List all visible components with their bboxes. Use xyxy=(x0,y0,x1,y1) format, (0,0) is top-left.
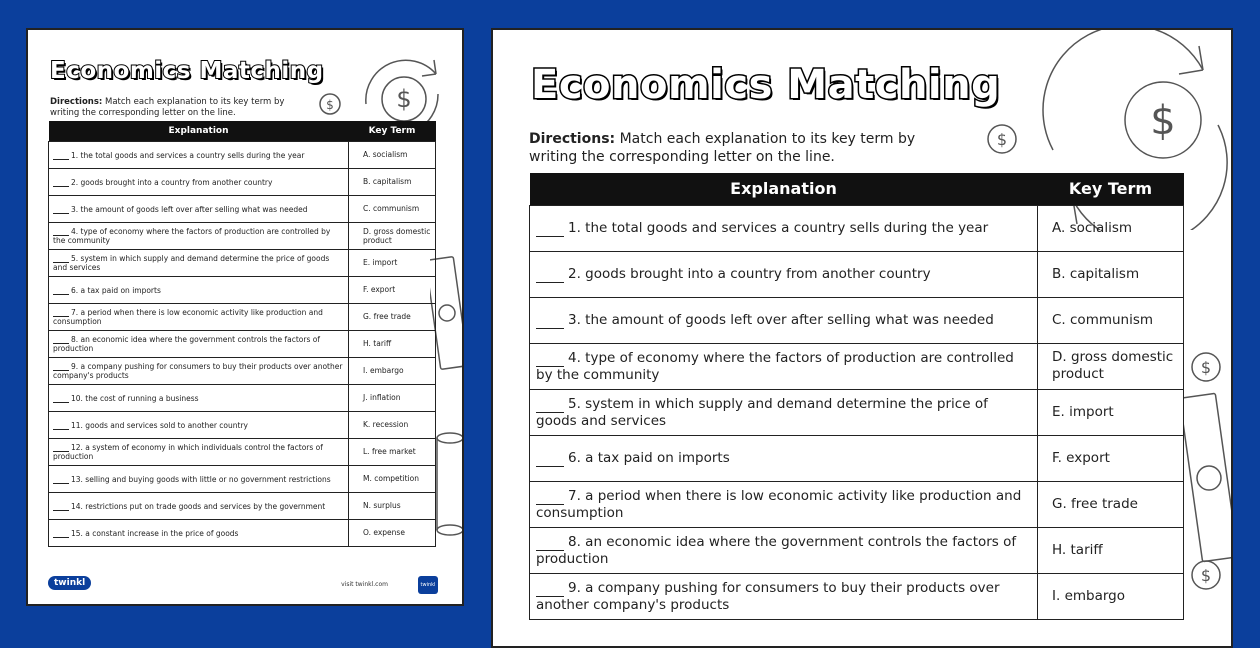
key-term-cell: H. tariff xyxy=(349,330,436,357)
explanation-cell xyxy=(49,330,349,357)
directions xyxy=(529,130,949,166)
explanation-cell xyxy=(49,195,349,222)
table-row xyxy=(49,222,436,249)
svg-text:$: $ xyxy=(326,98,334,112)
explanation-text: 15. a constant increase in the price of goods xyxy=(71,528,239,538)
table-row xyxy=(49,249,436,276)
answer-blank[interactable] xyxy=(53,177,69,187)
key-term-cell: I. embargo xyxy=(349,357,436,384)
explanation-cell xyxy=(530,527,1038,573)
explanation-text: 4. type of economy where the factors of production are controlled by the community xyxy=(53,227,331,245)
directions-label: Directions: xyxy=(50,97,103,107)
answer-blank[interactable] xyxy=(536,487,564,505)
dollar-coin-icon xyxy=(985,122,1019,156)
explanation-text: 7. a period when there is low economic activity like production and consumption xyxy=(536,487,1022,521)
key-term-cell: C. communism xyxy=(349,195,436,222)
answer-blank[interactable] xyxy=(53,442,69,452)
table-row xyxy=(530,343,1184,389)
table-row xyxy=(530,297,1184,343)
table-row xyxy=(530,389,1184,435)
answer-blank[interactable] xyxy=(53,253,69,263)
svg-text:$: $ xyxy=(996,130,1008,149)
explanation-cell xyxy=(530,573,1038,619)
explanation-cell xyxy=(49,303,349,330)
answer-blank[interactable] xyxy=(536,449,564,467)
explanation-cell xyxy=(49,519,349,546)
explanation-text: 5. system in which supply and demand determine the price of goods and services xyxy=(53,254,330,272)
explanation-text: 4. type of economy where the factors of production are controlled by the community xyxy=(536,349,1014,383)
table-row xyxy=(49,384,436,411)
explanation-cell xyxy=(49,141,349,168)
answer-blank[interactable] xyxy=(53,334,69,344)
twinkl-logo: twinkl xyxy=(48,576,91,590)
table-row xyxy=(530,435,1184,481)
key-term-cell: N. surplus xyxy=(349,492,436,519)
answer-blank[interactable] xyxy=(53,501,69,511)
answer-blank[interactable] xyxy=(53,474,69,484)
explanation-text: 9. a company pushing for consumers to buy their products over another company's products xyxy=(536,579,1000,613)
explanation-cell xyxy=(49,357,349,384)
table-row xyxy=(49,168,436,195)
explanation-cell xyxy=(49,276,349,303)
header-explanation: Explanation xyxy=(530,173,1038,205)
key-term-cell: H. tariff xyxy=(1038,527,1184,573)
key-term-cell: B. capitalism xyxy=(1038,251,1184,297)
key-term-cell: L. free market xyxy=(349,438,436,465)
explanation-text: 1. the total goods and services a country sells during the year xyxy=(568,220,989,236)
table-row xyxy=(530,205,1184,251)
key-term-cell: C. communism xyxy=(1038,297,1184,343)
explanation-text: 3. the amount of goods left over after selling what was needed xyxy=(71,204,308,214)
explanation-cell xyxy=(530,297,1038,343)
explanation-cell xyxy=(49,384,349,411)
explanation-text: 12. a system of economy in which individuals control the factors of production xyxy=(53,443,323,461)
explanation-text: 8. an economic idea where the government controls the factors of production xyxy=(53,335,320,353)
answer-blank[interactable] xyxy=(536,533,564,551)
explanation-cell xyxy=(49,492,349,519)
directions-text: Match each explanation to its key term by writing the corresponding letter on the line. xyxy=(529,131,916,165)
worksheet-page-small xyxy=(26,28,464,606)
directions-text: Match each explanation to its key term by writing the corresponding letter on the line. xyxy=(50,97,285,118)
key-term-cell: G. free trade xyxy=(1038,481,1184,527)
answer-blank[interactable] xyxy=(53,307,69,317)
answer-blank[interactable] xyxy=(536,395,564,413)
explanation-text: 1. the total goods and services a country sells during the year xyxy=(71,150,305,160)
answer-blank[interactable] xyxy=(53,150,69,160)
table-row xyxy=(530,527,1184,573)
worksheet-page-large xyxy=(491,28,1233,648)
answer-blank[interactable] xyxy=(53,393,69,403)
key-term-cell: E. import xyxy=(1038,389,1184,435)
table-row xyxy=(530,251,1184,297)
banknote-icon xyxy=(1183,390,1233,570)
key-term-cell: F. export xyxy=(1038,435,1184,481)
explanation-cell xyxy=(530,435,1038,481)
key-term-cell: I. embargo xyxy=(1038,573,1184,619)
page-title: Economics Matching xyxy=(531,62,1001,108)
answer-blank[interactable] xyxy=(53,361,69,371)
key-term-cell: A. socialism xyxy=(1038,205,1184,251)
table-row xyxy=(49,276,436,303)
explanation-cell xyxy=(49,249,349,276)
table-row xyxy=(49,492,436,519)
explanation-text: 2. goods brought into a country from another country xyxy=(71,177,273,187)
header-explanation: Explanation xyxy=(49,121,349,141)
explanation-cell xyxy=(530,343,1038,389)
svg-text:$: $ xyxy=(1150,98,1176,144)
directions xyxy=(50,97,300,119)
answer-blank[interactable] xyxy=(53,204,69,214)
footer-url: visit twinkl.com xyxy=(341,581,388,588)
svg-text:$: $ xyxy=(1200,566,1212,585)
answer-blank[interactable] xyxy=(536,265,564,283)
explanation-text: 8. an economic idea where the government controls the factors of production xyxy=(536,533,1017,567)
key-term-cell: J. inflation xyxy=(349,384,436,411)
header-key-term: Key Term xyxy=(1038,173,1184,205)
answer-blank[interactable] xyxy=(536,579,564,597)
table-row xyxy=(49,303,436,330)
table-row xyxy=(49,330,436,357)
explanation-text: 7. a period when there is low economic activity like production and consumption xyxy=(53,308,323,326)
explanation-cell xyxy=(49,168,349,195)
key-term-cell: E. import xyxy=(349,249,436,276)
key-term-cell: G. free trade xyxy=(349,303,436,330)
answer-blank[interactable] xyxy=(53,226,69,236)
answer-blank[interactable] xyxy=(536,219,564,237)
svg-text:$: $ xyxy=(396,85,412,113)
table-row xyxy=(530,573,1184,619)
twinkl-badge: twinkl xyxy=(418,576,438,594)
answer-blank[interactable] xyxy=(53,528,69,538)
table-row xyxy=(49,357,436,384)
explanation-cell xyxy=(530,251,1038,297)
table-row xyxy=(49,519,436,546)
dollar-coin-icon xyxy=(318,92,342,116)
coin-stack-icon xyxy=(435,430,464,540)
key-term-cell: F. export xyxy=(349,276,436,303)
explanation-cell xyxy=(49,438,349,465)
matching-table xyxy=(529,173,1184,620)
key-term-cell: A. socialism xyxy=(349,141,436,168)
table-row xyxy=(49,465,436,492)
explanation-cell xyxy=(49,411,349,438)
directions-label: Directions: xyxy=(529,131,616,147)
answer-blank[interactable] xyxy=(536,311,564,329)
explanation-text: 13. selling and buying goods with little or no government restrictions xyxy=(71,474,331,484)
explanation-text: 9. a company pushing for consumers to buy their products over another company's products xyxy=(53,362,343,380)
key-term-cell: B. capitalism xyxy=(349,168,436,195)
key-term-cell: D. gross domestic product xyxy=(349,222,436,249)
answer-blank[interactable] xyxy=(53,285,69,295)
key-term-cell: D. gross domestic product xyxy=(1038,343,1184,389)
explanation-text: 14. restrictions put on trade goods and services by the government xyxy=(71,501,326,511)
key-term-cell: M. competition xyxy=(349,465,436,492)
matching-table xyxy=(48,121,436,547)
explanation-text: 3. the amount of goods left over after selling what was needed xyxy=(568,312,994,328)
answer-blank[interactable] xyxy=(53,420,69,430)
table-row xyxy=(49,411,436,438)
table-row xyxy=(530,481,1184,527)
explanation-text: 5. system in which supply and demand determine the price of goods and services xyxy=(536,395,988,429)
dollar-coin-icon xyxy=(1189,350,1223,384)
explanation-cell xyxy=(530,481,1038,527)
answer-blank[interactable] xyxy=(536,349,564,367)
explanation-text: 2. goods brought into a country from another country xyxy=(568,266,931,282)
explanation-cell xyxy=(49,222,349,249)
key-term-cell: K. recession xyxy=(349,411,436,438)
table-row xyxy=(49,141,436,168)
explanation-cell xyxy=(530,389,1038,435)
key-term-cell: O. expense xyxy=(349,519,436,546)
table-row xyxy=(49,195,436,222)
explanation-text: 11. goods and services sold to another country xyxy=(71,420,248,430)
explanation-text: 10. the cost of running a business xyxy=(71,393,199,403)
header-key-term: Key Term xyxy=(349,121,436,141)
svg-text:$: $ xyxy=(1200,358,1212,377)
explanation-text: 6. a tax paid on imports xyxy=(568,450,730,466)
page-title: Economics Matching xyxy=(50,58,324,84)
explanation-cell xyxy=(530,205,1038,251)
table-row xyxy=(49,438,436,465)
explanation-text: 6. a tax paid on imports xyxy=(71,285,161,295)
explanation-cell xyxy=(49,465,349,492)
